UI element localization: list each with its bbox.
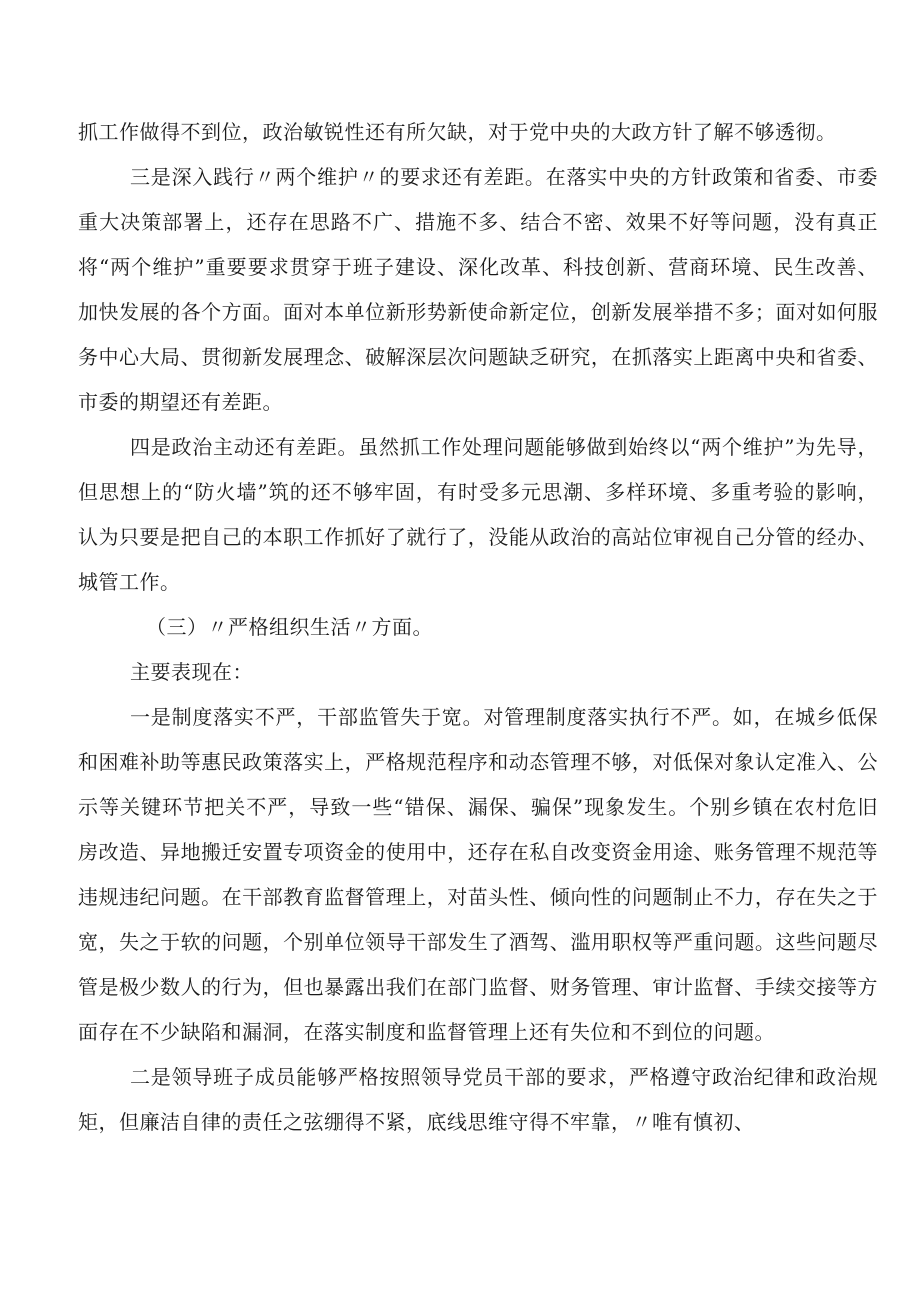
paragraph-continuation: 抓工作做得不到位，政治敏锐性还有所欠缺，对于党中央的大政方针了解不够透彻。 (78, 120, 837, 144)
paragraph-point-one: 一是制度落实不严，干部监管失于宽。对管理制度落实执行不严。如，在城乡低保和困难补助等惠民政策落实上，严格规范程序和动态管理不够，对低保对象认定准入、公示等关键环节把关不严，导致一些“错保、漏保、骗保”现象发生。个别乡镇在农村危旧房改造、异地搬迁安置专项资金的使用中，还存在私自改变资金用途、账务管理不规范等违规违纪问题。在干部教育监督管理上，对苗头性、倾向性的问题制止不力，存在失之于宽，失之于软的问题，个别单位领导干部发生了酒驾、滥用职权等严重问题。这些问题尽管是极少数人的行为，但也暴露出我们在部门监督、财务管理、审计监督、手续交接等方面存在不少缺陷和漏洞，在落实制度和监督管理上还有失位和不到位的问题。 (78, 705, 878, 1044)
section-heading: （三）〃严格组织生活〃方面。 (146, 615, 433, 639)
paragraph-point-two: 二是领导班子成员能够严格按照领导党员干部的要求，严格遵守政治纪律和政治规矩，但廉洁自律的责任之弦绷得不紧，底线思维守得不牢靠，〃唯有慎初、 (78, 1065, 878, 1134)
paragraph-main-manifestation: 主要表现在： (130, 660, 253, 684)
document-body (78, 110, 878, 1145)
paragraph-point-four: 四是政治主动还有差距。虽然抓工作处理问题能够做到始终以“两个维护”为先导，但思想上的“防火墙”筑的还不够牢固，有时受多元思潮、多样环境、多重考验的影响，认为只要是把自己的本职工作抓好了就行了，没能从政治的高站位审视自己分管的经办、城管工作。 (78, 435, 878, 594)
paragraph-point-three: 三是深入践行〃两个维护〃的要求还有差距。在落实中央的方针政策和省委、市委重大决策部署上，还存在思路不广、措施不多、结合不密、效果不好等问题，没有真正将“两个维护”重要要求贯穿于班子建设、深化改革、科技创新、营商环境、民生改善、加快发展的各个方面。面对本单位新形势新使命新定位，创新发展举措不多；面对如何服务中心大局、贯彻新发展理念、破解深层次问题缺乏研究，在抓落实上距离中央和省委、市委的期望还有差距。 (78, 165, 878, 414)
